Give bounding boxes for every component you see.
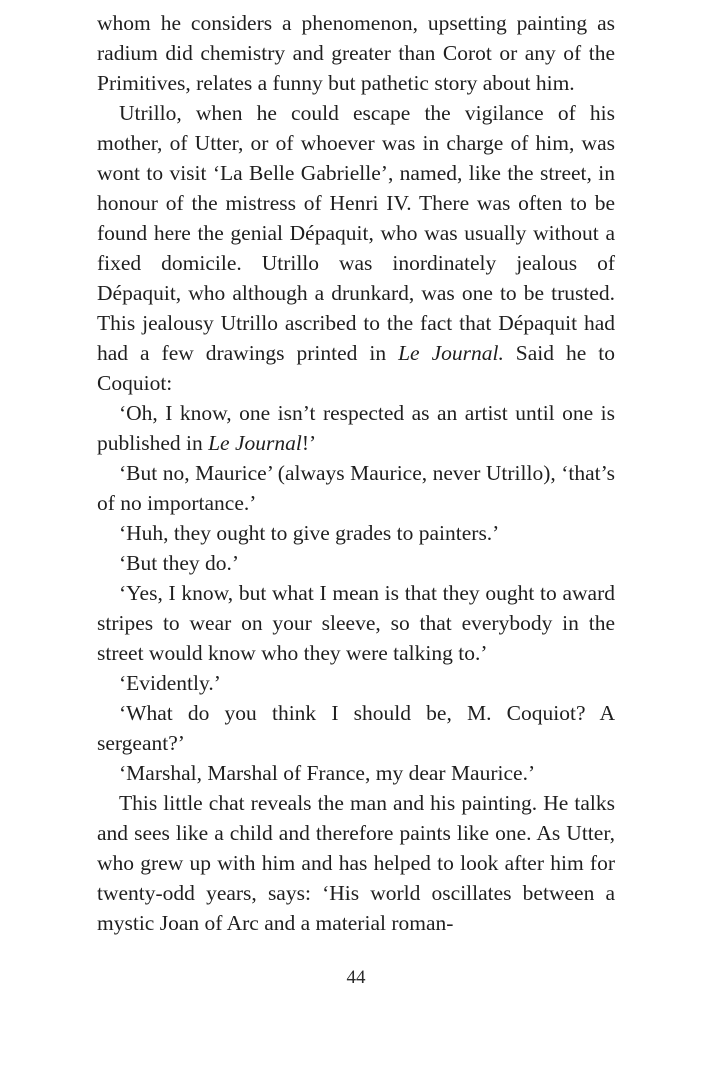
text-run: whom he considers a phenomenon, upsetting painting as radium did chemistry and greater than Corot or any of the Primitives, relates a funny but pathetic story about him.	[97, 11, 615, 95]
text-run: ‘Marshal, Marshal of France, my dear Maurice.’	[119, 761, 536, 785]
text-run: !’	[301, 431, 317, 455]
paragraph	[97, 458, 615, 518]
italic-text: Le Journal.	[398, 341, 504, 365]
text-run: ‘Evidently.’	[119, 671, 221, 695]
paragraph	[97, 8, 615, 98]
paragraph	[97, 758, 615, 788]
paragraph	[97, 578, 615, 668]
paragraph	[97, 698, 615, 758]
text-run: Said he to Coquiot:	[97, 341, 615, 395]
text-run: ‘But they do.’	[119, 551, 240, 575]
paragraph	[97, 518, 615, 548]
paragraph	[97, 668, 615, 698]
text-run: ‘What do you think I should be, M. Coquiot? A sergeant?’	[97, 701, 615, 755]
text-run: ‘Huh, they ought to give grades to painters.’	[119, 521, 500, 545]
text-run: ‘Yes, I know, but what I mean is that they ought to award stripes to wear on your sleeve, so that everybody in the street would know who they were talking to.’	[97, 581, 615, 665]
text-run: Utrillo, when he could escape the vigilance of his mother, of Utter, or of whoever was in charge of him, was wont to visit ‘La Belle Gabrielle’, named, like the street, in honour of the mistress of Henri IV. There was often to be found here the genial Dépaquit, who was usually without a fixed domicile. Utrillo was inordinately jealous of Dépaquit, who although a drunkard, was one to be trusted. This jealousy Utrillo ascribed to the fact that Dépaquit had had a few drawings printed in	[97, 101, 615, 365]
paragraph	[97, 398, 615, 458]
paragraph	[97, 548, 615, 578]
text-run: This little chat reveals the man and his painting. He talks and sees like a child and therefore paints like one. As Utter, who grew up with him and has helped to look after him for twenty-odd years, says: ‘His world oscillates between a mystic Joan of Arc and a material roman-	[97, 791, 615, 935]
body-text	[97, 8, 615, 938]
text-run: ‘Oh, I know, one isn’t respected as an artist until one is published in	[97, 401, 615, 455]
text-run: ‘But no, Maurice’ (always Maurice, never Utrillo), ‘that’s of no importance.’	[97, 461, 615, 515]
paragraph	[97, 98, 615, 398]
paragraph	[97, 788, 615, 938]
page-number: 44	[346, 967, 366, 988]
italic-text: Le Journal	[208, 431, 302, 455]
